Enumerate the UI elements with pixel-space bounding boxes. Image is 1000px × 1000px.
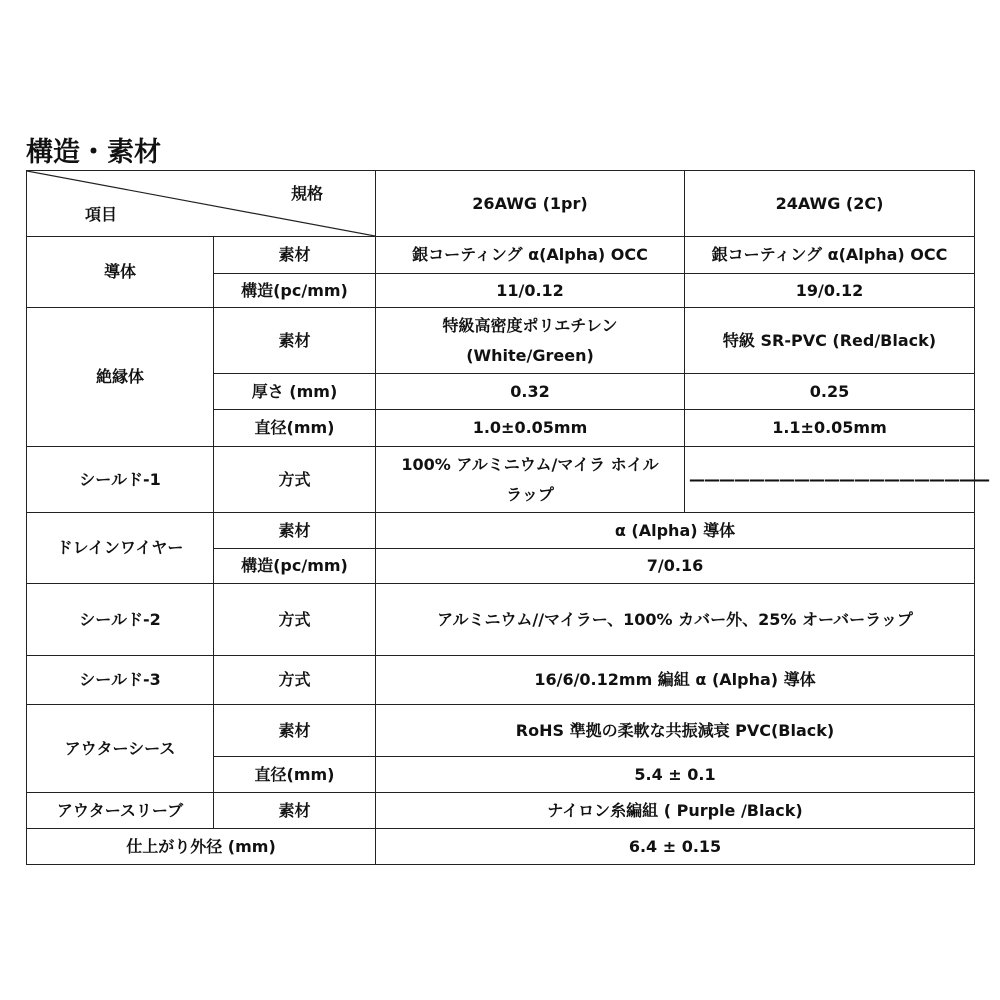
shield1-method-26awg-line2: ラップ bbox=[506, 484, 554, 504]
shield1-group-label: シールド-1 bbox=[27, 447, 214, 513]
shield3-row bbox=[27, 656, 975, 705]
shield3-group-label: シールド-3 bbox=[27, 656, 214, 705]
shield1-method-26awg bbox=[376, 447, 685, 513]
drain-group-label: ドレインワイヤー bbox=[27, 513, 214, 584]
finish-label: 仕上がり外径 (mm) bbox=[27, 829, 376, 865]
drain-material-label: 素材 bbox=[214, 513, 376, 549]
col-26awg-header: 26AWG (1pr) bbox=[376, 171, 685, 237]
shield2-method-label: 方式 bbox=[214, 584, 376, 656]
insulation-diameter-label: 直径(mm) bbox=[214, 410, 376, 447]
conductor-structure-26awg: 11/0.12 bbox=[376, 274, 685, 308]
shield3-method-value: 16/6/0.12mm 編組 α (Alpha) 導体 bbox=[376, 656, 975, 705]
insulation-thickness-24awg: 0.25 bbox=[685, 374, 975, 410]
shield2-group-label: シールド-2 bbox=[27, 584, 214, 656]
sleeve-material-value: ナイロン糸編組 ( Purple /Black) bbox=[376, 793, 975, 829]
insulation-material-26awg-line1: 特級高密度ポリエチレン bbox=[442, 315, 618, 335]
shield1-method-26awg-line1: 100% アルミニウム/マイラ ホイル bbox=[401, 454, 659, 474]
spec-table bbox=[26, 170, 989, 865]
conductor-material-row bbox=[27, 237, 975, 274]
sleeve-group-label: アウタースリーブ bbox=[27, 793, 214, 829]
header-row bbox=[27, 171, 975, 237]
conductor-material-26awg: 銀コーティング α(Alpha) OCC bbox=[376, 237, 685, 274]
shield1-method-label: 方式 bbox=[214, 447, 376, 513]
sheath-diameter-value: 5.4 ± 0.1 bbox=[376, 757, 975, 793]
insulation-diameter-26awg: 1.0±0.05mm bbox=[376, 410, 685, 447]
sheath-material-value: RoHS 準拠の柔軟な共振減衰 PVC(Black) bbox=[376, 705, 975, 757]
drain-structure-value: 7/0.16 bbox=[376, 549, 975, 584]
drain-structure-label: 構造(pc/mm) bbox=[214, 549, 376, 584]
insulation-material-26awg-line2: (White/Green) bbox=[466, 345, 594, 365]
insulation-group-label: 絶縁体 bbox=[27, 308, 214, 447]
shield2-method-value: アルミニウム//マイラー、100% カバー外、25% オーバーラップ bbox=[376, 584, 975, 656]
conductor-structure-label: 構造(pc/mm) bbox=[214, 274, 376, 308]
sheath-group-label: アウターシース bbox=[27, 705, 214, 793]
sheath-material-label: 素材 bbox=[214, 705, 376, 757]
finish-row bbox=[27, 829, 975, 865]
spec-header-label: 規格 bbox=[290, 184, 323, 203]
shield1-row bbox=[27, 447, 975, 513]
header-corner-cell bbox=[27, 171, 376, 237]
insulation-material-24awg: 特級 SR-PVC (Red/Black) bbox=[685, 308, 975, 374]
insulation-material-row bbox=[27, 308, 975, 374]
conductor-material-label: 素材 bbox=[214, 237, 376, 274]
page-title: 構造・素材 bbox=[26, 137, 161, 168]
sleeve-material-label: 素材 bbox=[214, 793, 376, 829]
insulation-material-26awg bbox=[376, 308, 685, 374]
drain-material-row bbox=[27, 513, 975, 549]
sheath-diameter-label: 直径(mm) bbox=[214, 757, 376, 793]
shield3-method-label: 方式 bbox=[214, 656, 376, 705]
insulation-thickness-26awg: 0.32 bbox=[376, 374, 685, 410]
insulation-thickness-label: 厚さ (mm) bbox=[214, 374, 376, 410]
sheath-material-row bbox=[27, 705, 975, 757]
finish-value: 6.4 ± 0.15 bbox=[376, 829, 975, 865]
conductor-group-label: 導体 bbox=[27, 237, 214, 308]
col-24awg-header: 24AWG (2C) bbox=[685, 171, 975, 237]
drain-material-value: α (Alpha) 導体 bbox=[376, 513, 975, 549]
conductor-material-24awg: 銀コーティング α(Alpha) OCC bbox=[685, 237, 975, 274]
insulation-material-label: 素材 bbox=[214, 308, 376, 374]
conductor-structure-24awg: 19/0.12 bbox=[685, 274, 975, 308]
shield2-row bbox=[27, 584, 975, 656]
sleeve-row bbox=[27, 793, 975, 829]
item-header-label: 項目 bbox=[85, 205, 118, 224]
insulation-diameter-24awg: 1.1±0.05mm bbox=[685, 410, 975, 447]
shield1-method-24awg: ———————————————————— bbox=[685, 447, 975, 513]
